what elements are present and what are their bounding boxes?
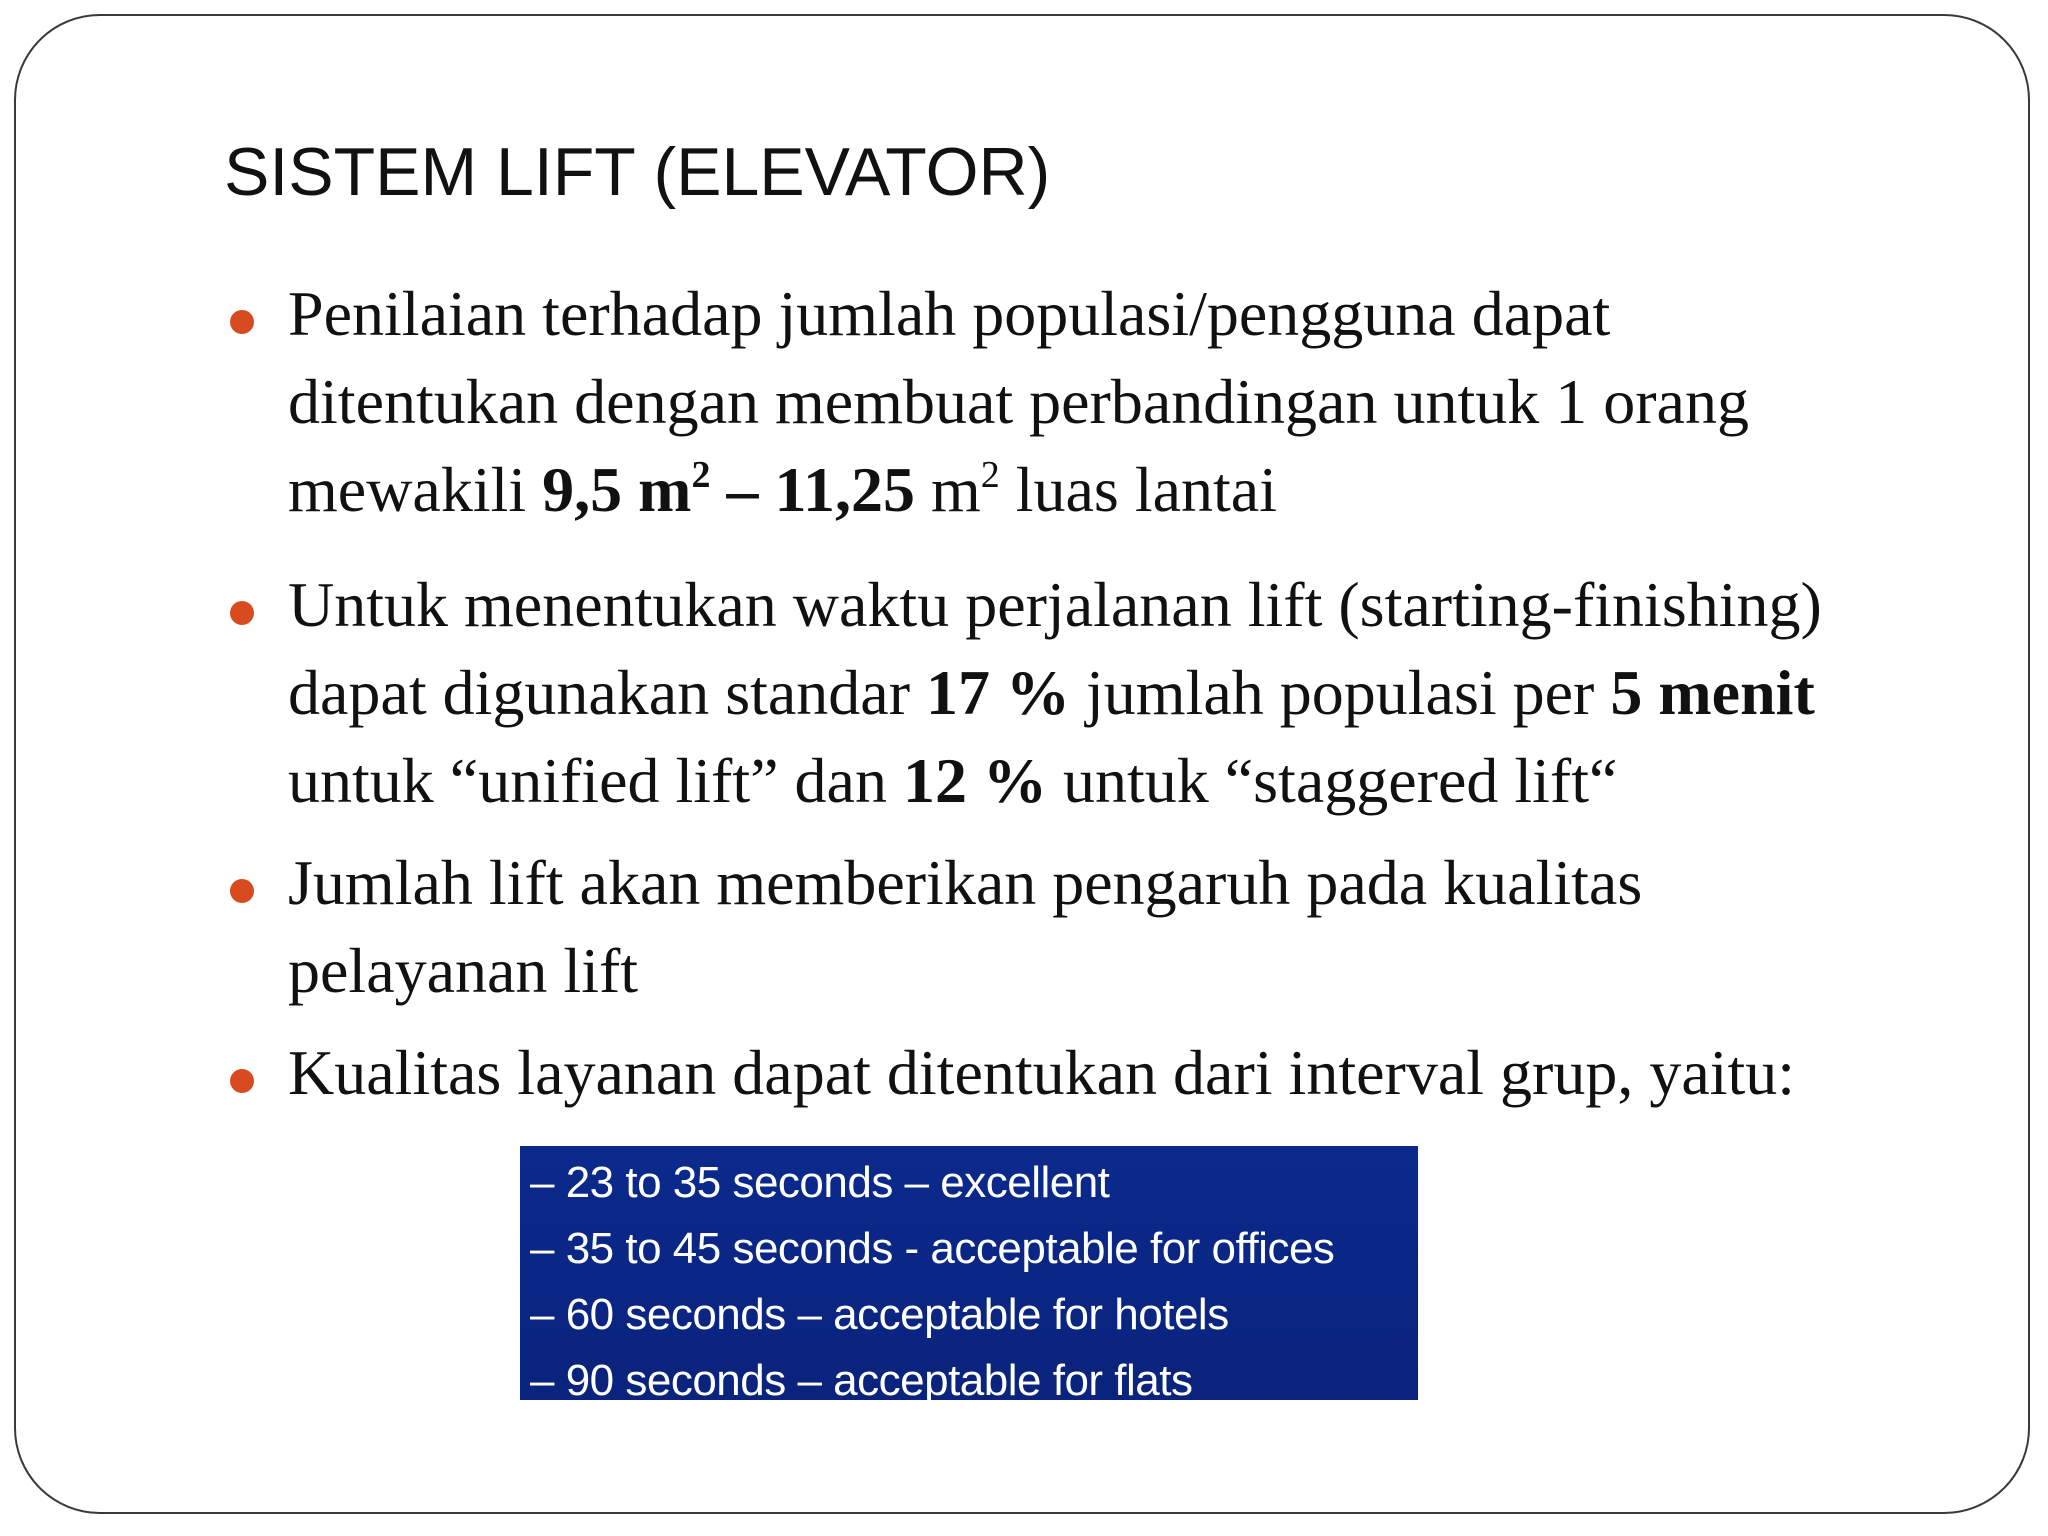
bullet-list xyxy=(228,270,1908,1135)
bold-minutes: 5 menit xyxy=(1610,657,1815,728)
text-segment: mewakili xyxy=(288,454,543,525)
text-segment: untuk “staggered lift“ xyxy=(1046,745,1618,816)
bullet-dot-icon xyxy=(230,601,254,625)
slide-title: SISTEM LIFT (ELEVATOR) xyxy=(224,134,1051,210)
bullet-dot-icon xyxy=(230,310,254,334)
bullet-item-travel-time xyxy=(228,561,1908,825)
bullet-2-line-2 xyxy=(288,649,1908,737)
text-segment: jumlah populasi per xyxy=(1070,657,1611,728)
bullet-2-line-1: Untuk menentukan waktu perjalanan lift (starting-finishing) xyxy=(288,569,1822,640)
bold-value-min: 9,5 m xyxy=(542,454,692,525)
bullet-1-line-2: ditentukan dengan membuat perbandingan untuk 1 orang xyxy=(288,366,1749,437)
text-segment: dapat digunakan standar xyxy=(288,657,926,728)
bullet-item-lift-count xyxy=(228,839,1908,1015)
bold-value-max: – 11,25 xyxy=(710,454,915,525)
text-segment: luas lantai xyxy=(999,454,1277,525)
interval-row: – 60 seconds – acceptable for hotels xyxy=(530,1290,1229,1339)
interval-row: – 35 to 45 seconds - acceptable for offices xyxy=(530,1224,1335,1273)
interval-table xyxy=(520,1146,1418,1405)
bullet-item-population xyxy=(228,270,1908,543)
bullet-3-line-2: pelayanan lift xyxy=(288,935,639,1006)
bullet-dot-icon xyxy=(230,1069,254,1093)
bold-percent: 12 % xyxy=(902,745,1047,816)
interval-row: – 23 to 35 seconds – excellent xyxy=(530,1158,1110,1207)
interval-row: – 90 seconds – acceptable for flats xyxy=(530,1356,1193,1405)
bullet-1-line-1: Penilaian terhadap jumlah populasi/pengguna dapat xyxy=(288,278,1611,349)
bold-percent: 17 % xyxy=(926,657,1070,728)
superscript: 2 xyxy=(980,454,1000,496)
bullet-dot-icon xyxy=(230,879,254,903)
text-segment: m xyxy=(914,454,981,525)
bullet-2-line-3 xyxy=(288,737,1908,825)
bullet-item-service-quality xyxy=(228,1029,1908,1117)
bullet-4-line-1: Kualitas layanan dapat ditentukan dari interval grup, yaitu: xyxy=(288,1037,1796,1108)
bullet-1-line-3 xyxy=(288,446,1908,543)
bullet-3-line-1: Jumlah lift akan memberikan pengaruh pada kualitas xyxy=(288,847,1643,918)
superscript: 2 xyxy=(691,454,711,496)
text-segment: untuk “unified lift” dan xyxy=(288,745,903,816)
